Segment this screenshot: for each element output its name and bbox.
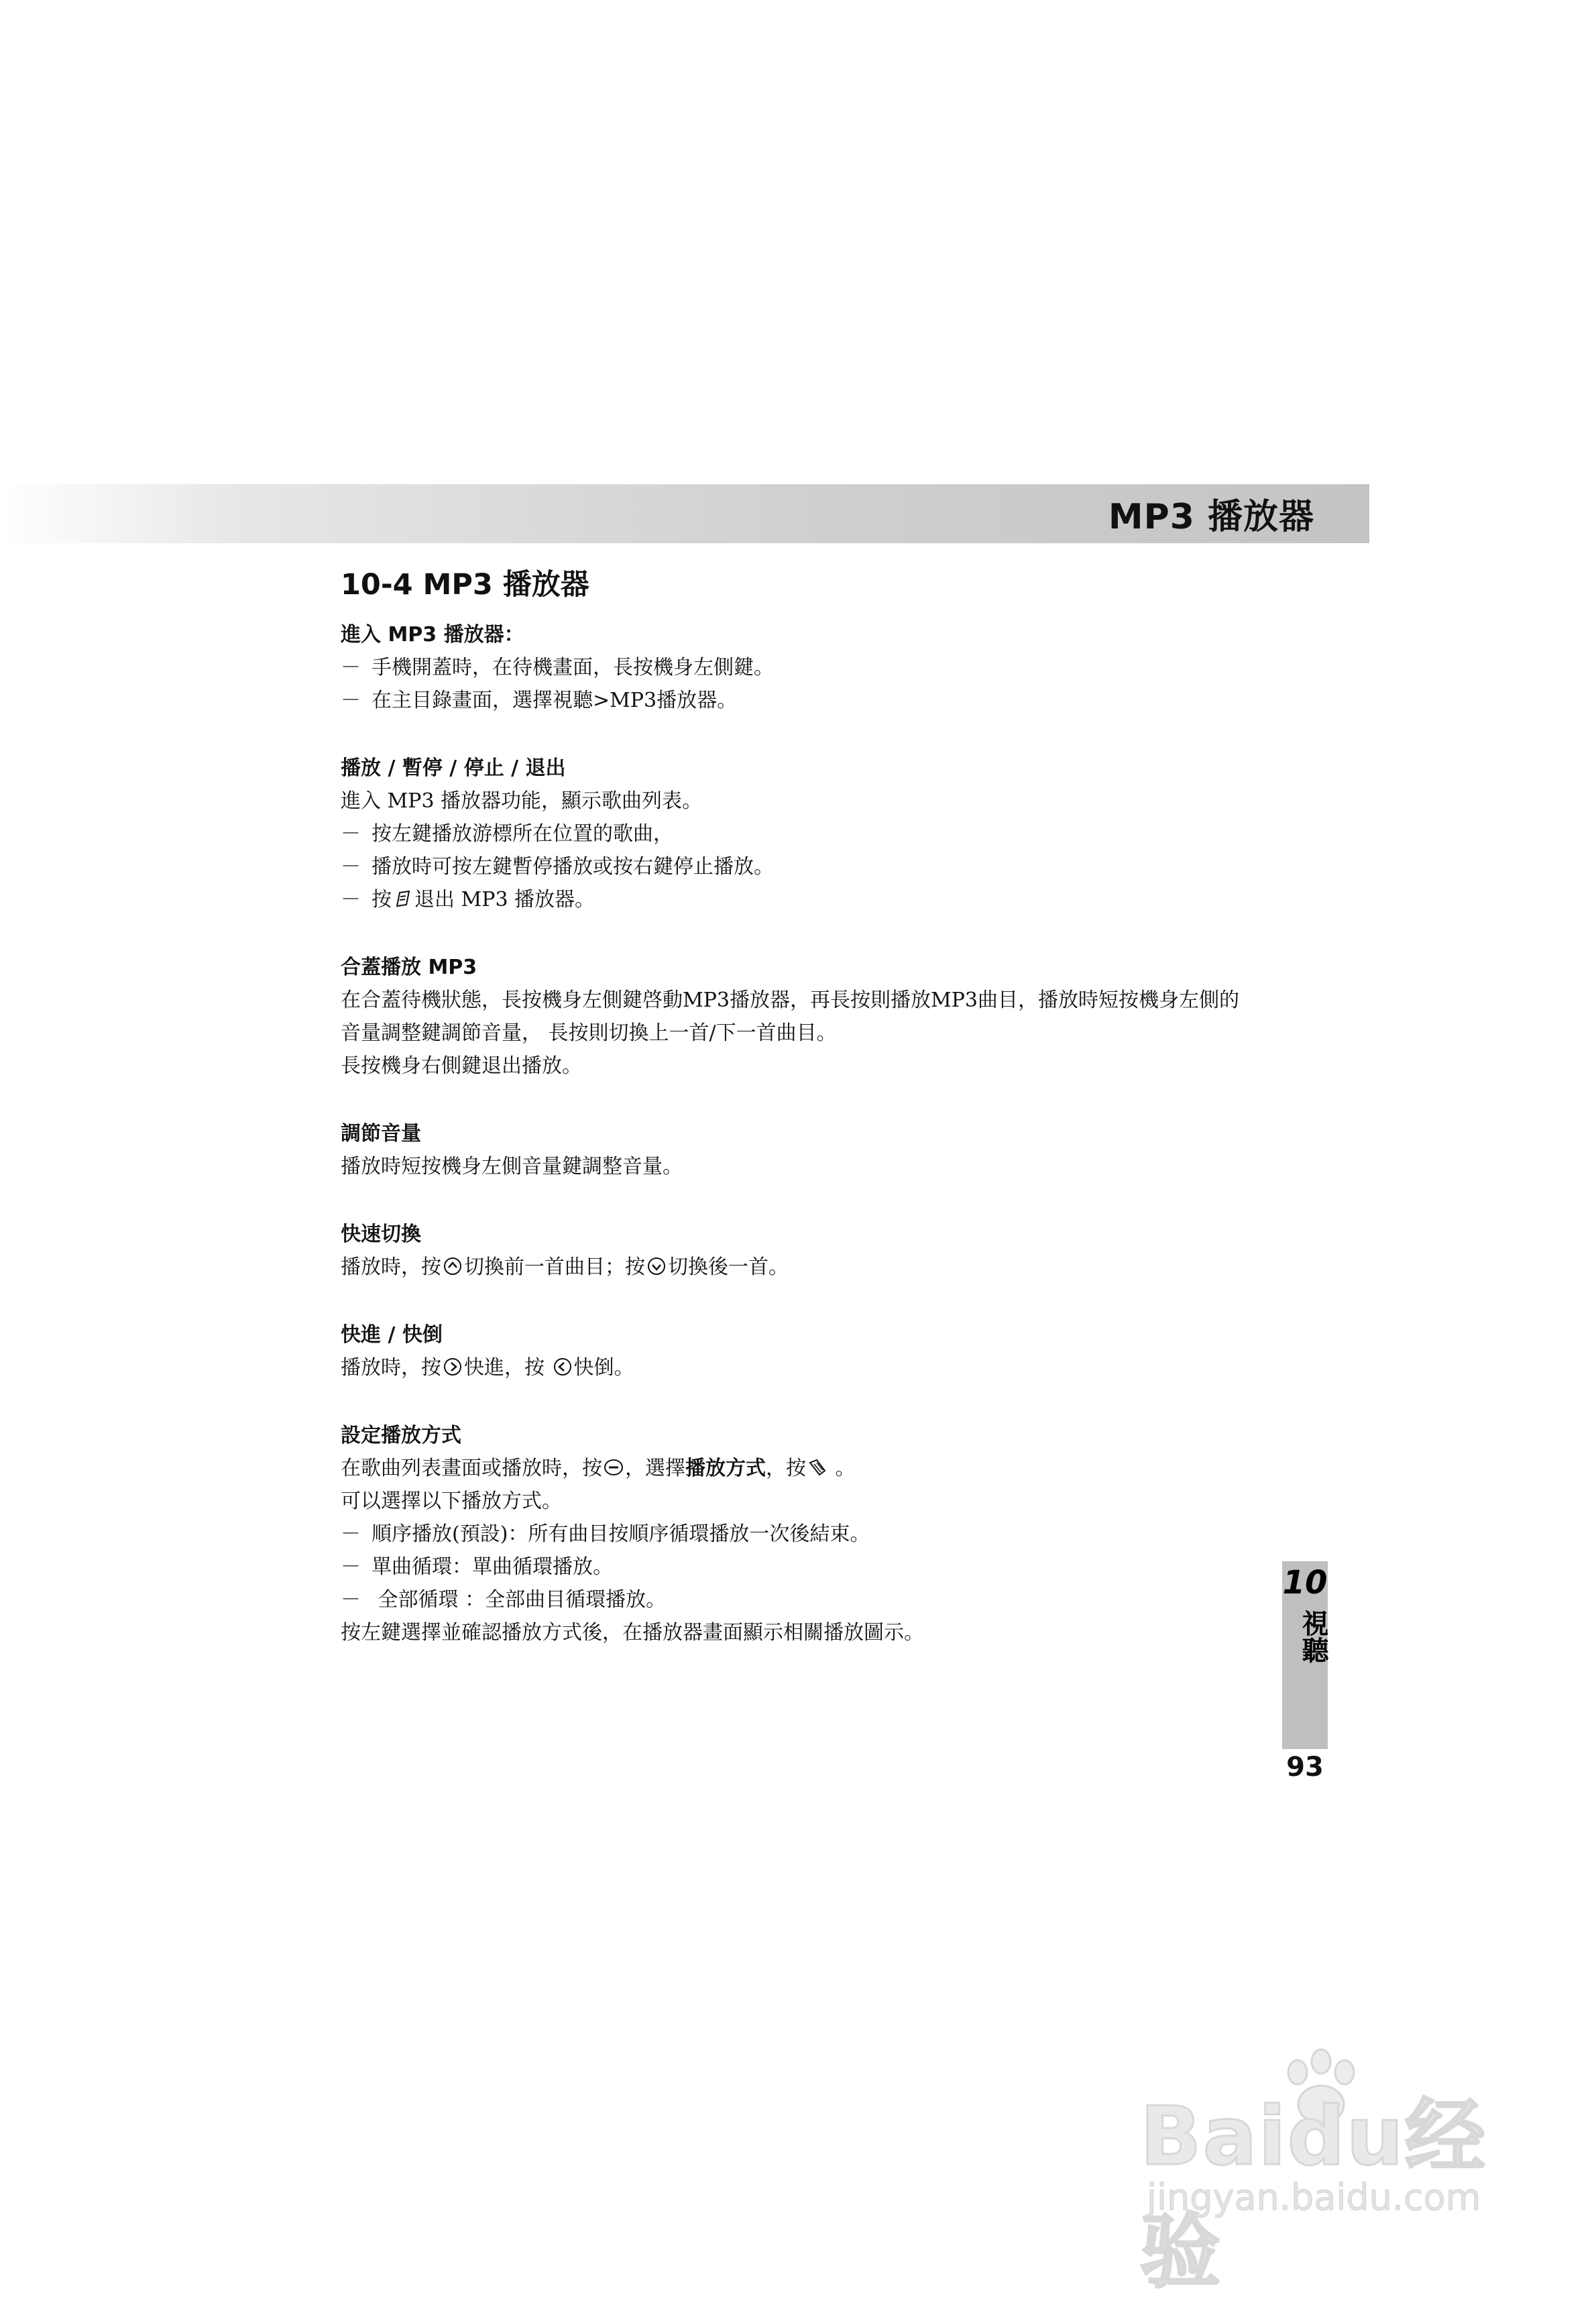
play-intro: 進入 MP3 播放器功能，顯示歌曲列表。 (341, 789, 703, 813)
closed-play-title: 合蓋播放 MP3 (341, 956, 477, 979)
section-heading: 10-4 MP3 播放器 (341, 568, 589, 602)
seek-block (341, 1318, 1279, 1384)
switch-title: 快速切換 (341, 1223, 421, 1246)
banner-title: MP3 播放器 (1108, 497, 1314, 537)
nav-down-icon (646, 1256, 667, 1276)
exit-key-icon (393, 889, 413, 909)
switch-block (341, 1218, 1279, 1284)
list-item: － 手機開蓋時，在待機畫面，長按機身左側鍵。 (341, 656, 774, 679)
chapter-name: 視聽 (1298, 1610, 1328, 1663)
list-item: － 在主目錄畫面，選擇視聽>MP3播放器。 (341, 689, 738, 712)
manual-content (341, 618, 1279, 1684)
volume-line: 播放時短按機身左側音量鍵調整音量。 (341, 1155, 683, 1178)
nav-up-icon (443, 1256, 463, 1276)
volume-title: 調節音量 (341, 1122, 421, 1145)
list-item: － 按左鍵播放游標所在位置的歌曲， (341, 822, 673, 846)
enter-mp3-title: 進入 MP3 播放器： (341, 623, 524, 647)
mode-line-1: 在歌曲列表畫面或播放時，按 ，選擇播放方式，按 。 (341, 1457, 856, 1480)
closed-play-line: 在合蓋待機狀態，長按機身左側鍵啓動MP3播放器，再長按則播放MP3曲目，播放時短按機身左側的 (341, 989, 1239, 1012)
seek-title: 快進 / 快倒 (341, 1323, 443, 1347)
volume-block (341, 1117, 1279, 1183)
list-item: － 順序播放(預設)：所有曲目按順序循環播放一次後結束。 (341, 1522, 870, 1546)
nav-right-icon (443, 1357, 463, 1377)
chapter-tab (1282, 1561, 1328, 1749)
mode-last-line: 按左鍵選擇並確認播放方式後，在播放器畫面顯示相關播放圖示。 (341, 1621, 924, 1644)
list-item: － 全部循環 ：全部曲目循環播放。 (341, 1588, 667, 1612)
play-pause-title: 播放 / 暫停 / 停止 / 退出 (341, 756, 566, 780)
play-pause-block (341, 752, 1279, 916)
watermark-logo: Baidu经验 (1140, 2090, 1487, 2299)
mode-line-2: 可以選擇以下播放方式。 (341, 1490, 562, 1513)
chapter-banner (0, 484, 1369, 543)
page-number: 93 (1286, 1752, 1324, 1783)
seek-line: 播放時，按 快進，按 快倒。 (341, 1356, 634, 1380)
closed-play-line: 音量調整鍵調節音量， 長按則切換上一首/下一首曲目。 (341, 1021, 837, 1045)
menu-key-icon (604, 1457, 624, 1477)
closed-play-line: 長按機身右側鍵退出播放。 (341, 1054, 582, 1078)
closed-play-block (341, 951, 1279, 1082)
watermark-url: jingyan.baidu.com (1147, 2176, 1481, 2218)
list-item: － 單曲循環：單曲循環播放。 (341, 1555, 613, 1579)
enter-mp3-block (341, 618, 1279, 717)
switch-line: 播放時，按 切換前一首曲目；按 切換後一首。 (341, 1255, 789, 1279)
chapter-number: 10 (1282, 1564, 1328, 1602)
baidu-watermark (1140, 2045, 1516, 2299)
nav-left-icon (553, 1357, 573, 1377)
list-item: － 播放時可按左鍵暫停播放或按右鍵停止播放。 (341, 855, 774, 879)
mode-title: 設定播放方式 (341, 1424, 461, 1447)
ok-key-icon (807, 1457, 828, 1477)
mode-block (341, 1419, 1279, 1649)
list-item: － 按 退出 MP3 播放器。 (341, 888, 595, 911)
